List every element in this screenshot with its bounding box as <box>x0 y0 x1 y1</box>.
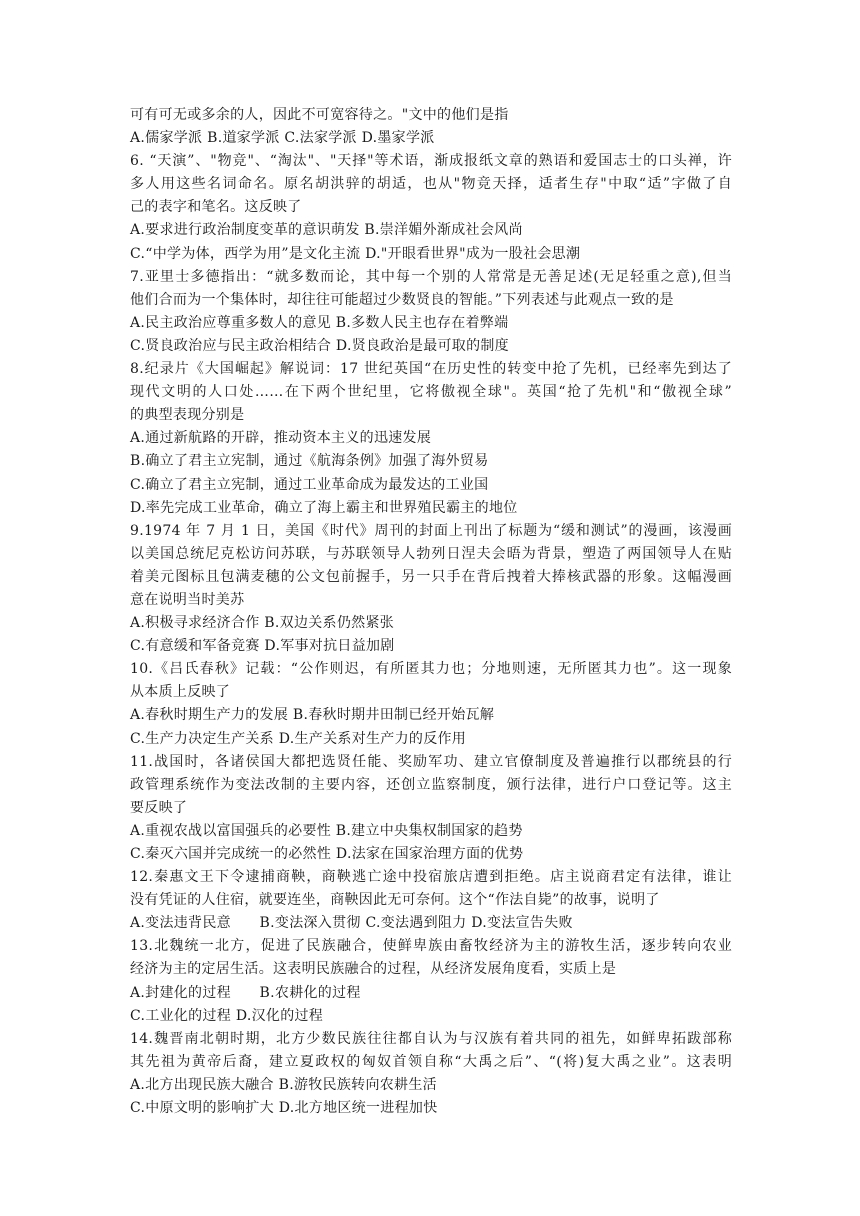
text-line: 的典型表现分别是 <box>130 407 245 424</box>
text-line: C.秦灭六国并完成统一的必然性 D.法家在国家治理方面的优势 <box>130 846 524 862</box>
text-line: 从本质上反映了 <box>130 684 231 701</box>
text-line: 13.北魏统一北方，促进了民族融合，使鲜卑族由畜牧经济为主的游牧生活，逐步转向农业 <box>130 938 732 955</box>
text-line: A.儒家学派 B.道家学派 C.法家学派 D.墨家学派 <box>130 130 435 147</box>
text-line: 其先祖为黄帝后裔，建立夏政权的匈奴首领自称“大禹之后”、“(将)复大禹之业”。这表明 <box>130 1053 732 1070</box>
text-line: 意在说明当时美苏 <box>130 591 245 608</box>
text-line: 9.1974 年 7 月 1 日，美国《时代》周刊的封面上刊出了标题为“缓和测试”的漫画，该漫画 <box>130 522 732 539</box>
text-line: A.通过新航路的开辟，推动资本主义的迅速发展 <box>130 430 432 447</box>
text-line: 可有可无或多余的人，因此不可宽容待之。"文中的他们是指 <box>130 107 509 123</box>
text-line: C.“中学为体，西学为用”是文化主流 D."开眼看世界"成为一股社会思潮 <box>130 245 581 262</box>
text-line: A.封建化的过程 B.农耕化的过程 <box>130 984 361 1001</box>
text-line: 他们合而为一个集体时，却往往可能超过少数贤良的智能。”下列表述与此观点一致的是 <box>130 291 674 308</box>
text-line: C.有意缓和军备竞赛 D.军事对抗日益加剧 <box>130 638 395 655</box>
text-line: 多人用这些名词命名。原名胡洪骍的胡适，也从"物竞天择，适者生存"中取“适”字做了自 <box>130 176 732 193</box>
text-line: A.春秋时期生产力的发展 B.春秋时期井田制已经开始瓦解 <box>130 707 495 724</box>
text-line: 以美国总统尼克松访问苏联，与苏联领导人勃列日涅夫会晤为背景，塑造了两国领导人在贴 <box>130 545 732 562</box>
text-line: 经济为主的定居生活。这表明民族融合的过程，从经济发展角度看，实质上是 <box>130 961 617 978</box>
text-line: 7.亚里士多德指出：“就多数而论，其中每一个别的人常常是无善足述(无足轻重之意),但当 <box>130 268 732 285</box>
text-line: A.变法违背民意 B.变法深入贯彻 C.变法遇到阻力 D.变法宣告失败 <box>130 915 573 932</box>
text-line: 10.《吕氏春秋》记载：“公作则迟，有所匿其力也；分地则速，无所匿其力也”。这一现象 <box>130 661 732 678</box>
text-line: 政管理系统作为变法改制的主要内容，还创立监察制度，颁行法律，进行户口登记等。这主 <box>130 776 732 793</box>
text-line: 11.战国时，各诸侯国大都把选贤任能、奖励军功、建立官僚制度及普遍推行以郡统县的行 <box>130 753 732 770</box>
text-line: C.生产力决定生产关系 D.生产关系对生产力的反作用 <box>130 730 467 747</box>
text-line: A.积极寻求经济合作 B.双边关系仍然紧张 <box>130 615 395 632</box>
text-line: 6. “天演”、"物竞"、“淘汰"、"天择"等术语，渐成报纸文章的熟语和爱国志士的口头禅，许 <box>130 153 732 170</box>
text-line: 着美元图标且包满麦穗的公文包前握手，另一只手在背后拽着大捧核武器的形象。这幅漫画 <box>130 568 732 585</box>
text-line: A.重视农战以富国强兵的必要性 B.建立中央集权制国家的趋势 <box>130 822 523 839</box>
text-line: A.北方出现民族大融合 B.游牧民族转向农耕生活 <box>130 1076 437 1093</box>
text-line: C.确立了君主立宪制，通过工业革命成为最发达的工业国 <box>130 476 489 493</box>
text-line: 12.秦惠文王下令逮捕商鞅，商鞅逃亡途中投宿旅店遭到拒绝。店主说商君定有法律，谁让 <box>130 869 732 886</box>
text-line: B.确立了君主立宪制，通过《航海条例》加强了海外贸易 <box>130 453 489 470</box>
text-line: 没有凭证的人住宿，就要连坐，商鞅因此无可奈何。这个“作法自毙”的故事，说明了 <box>130 892 660 909</box>
text-line: A.民主政治应尊重多数人的意见 B.多数人民主也存在着弊端 <box>130 314 509 331</box>
text-line: D.率先完成工业革命，确立了海上霸主和世界殖民霸主的地位 <box>130 499 518 516</box>
text-line: 己的表字和笔名。这反映了 <box>130 199 302 216</box>
exam-page-body <box>130 104 732 1120</box>
text-line: 要反映了 <box>130 799 188 816</box>
text-line: C.中原文明的影响扩大 D.北方地区统一进程加快 <box>130 1100 438 1117</box>
text-line: 14.魏晋南北朝时期，北方少数民族往往都自认为与汉族有着共同的祖先，如鲜卑拓跋部称 <box>130 1030 732 1047</box>
text-line: A.要求进行政治制度变革的意识萌发 B.崇洋媚外渐成社会风尚 <box>130 222 523 239</box>
text-line: C.贤良政治应与民主政治相结合 D.贤良政治是最可取的制度 <box>130 337 509 354</box>
text-line: 8.纪录片《大国崛起》解说词：17 世纪英国“在历史性的转变中抢了先机，已经率先到达了 <box>130 361 732 378</box>
text-line: C.工业化的过程 D.汉化的过程 <box>130 1007 324 1024</box>
text-line: 现代文明的人口处……在下两个世纪里，它将傲视全球"。英国“抢了先机"和“傲视全球” <box>130 384 732 401</box>
